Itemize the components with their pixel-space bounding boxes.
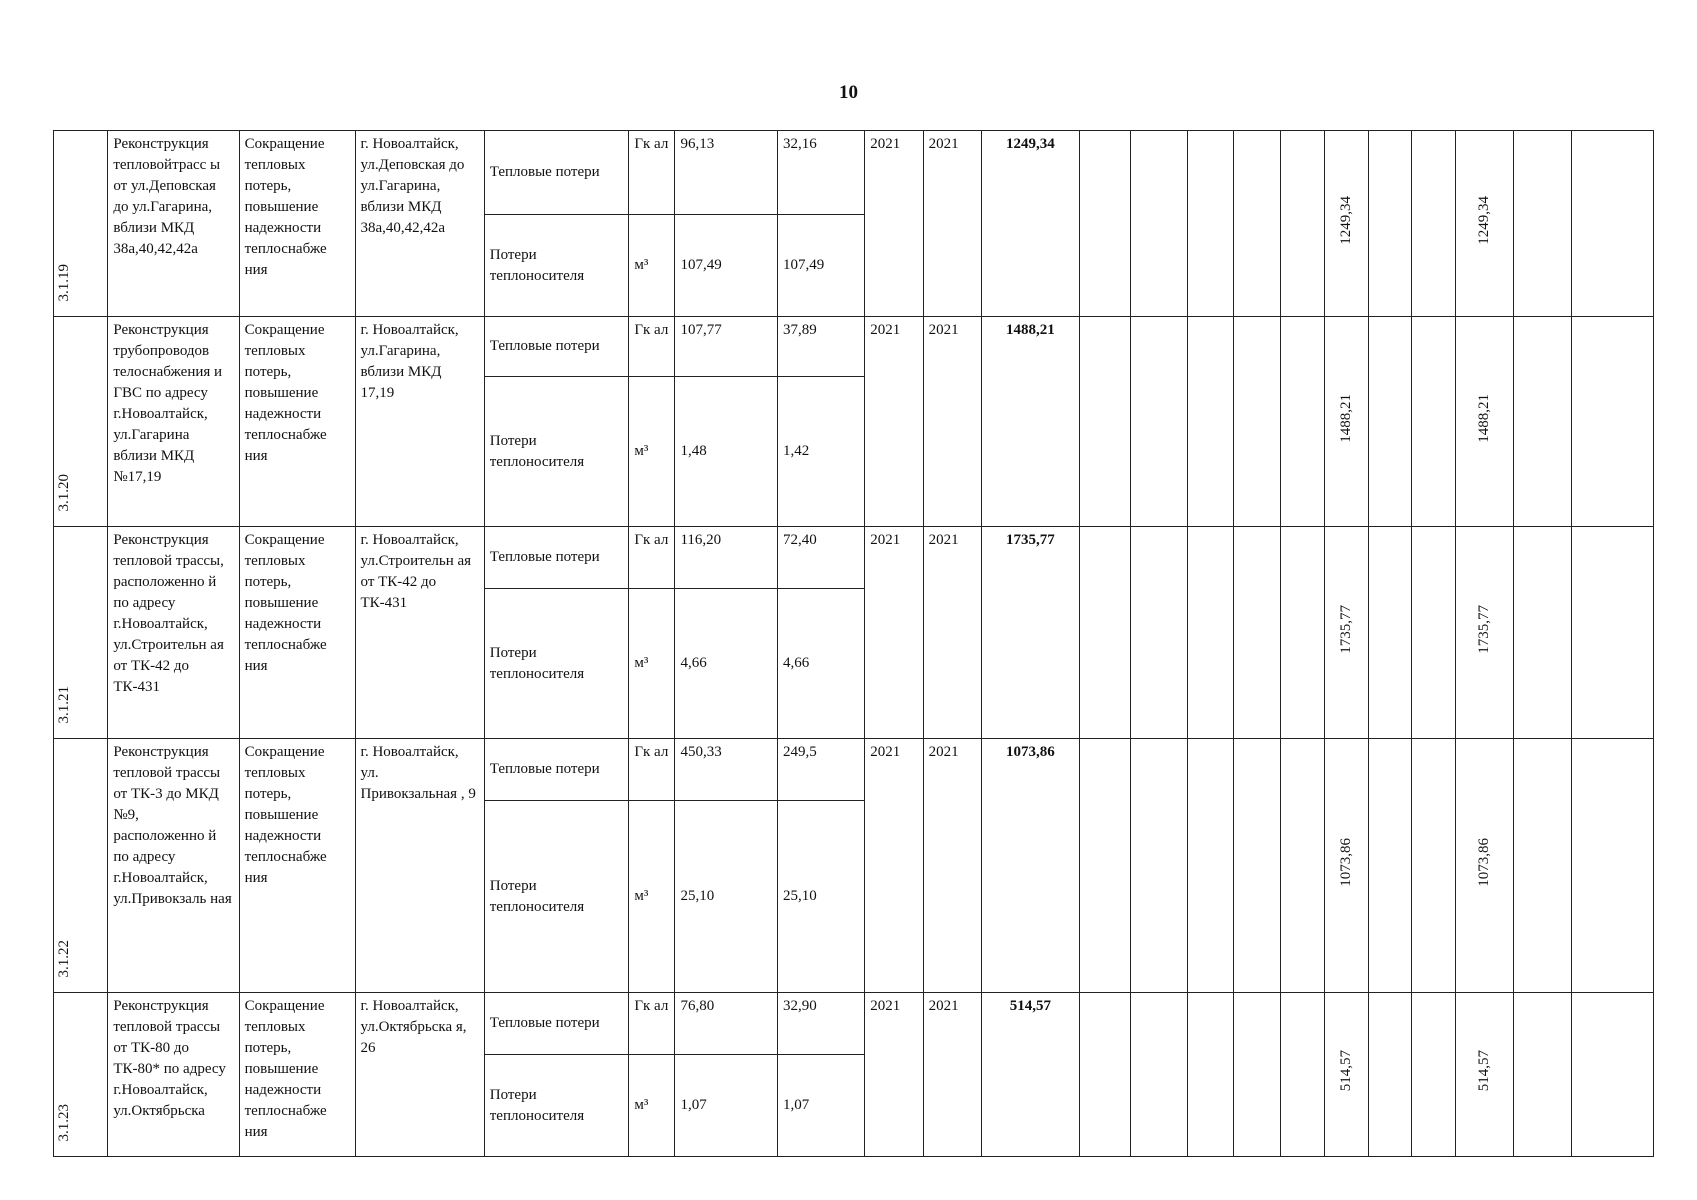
empty-cell [1234,527,1280,739]
project-address: г. Новоалтайск, ул. Привокзальная , 9 [355,739,484,993]
financing-value-1: 1073,86 [1337,837,1354,887]
value-before: 450,33 [675,739,778,801]
indicator-unit: Гк ал [629,739,675,801]
financing-value-2-cell [1455,993,1513,1157]
financing-value-2-cell [1455,317,1513,527]
item-number-cell [54,739,108,993]
financing-value-2: 1488,21 [1476,393,1493,443]
item-number: 3.1.22 [56,939,72,977]
empty-cell [1280,993,1324,1157]
end-year: 2021 [923,993,981,1157]
empty-cell [1280,527,1324,739]
empty-cell [1079,527,1130,739]
indicator-label: Тепловые потери [484,527,629,589]
value-after: 249,5 [778,739,865,801]
empty-cell [1411,527,1455,739]
indicator-label: Тепловые потери [484,739,629,801]
value-before: 107,77 [675,317,778,377]
financing-value-2-cell [1455,527,1513,739]
empty-cell [1514,739,1571,993]
table-row [54,317,1654,377]
empty-cell [1188,739,1234,993]
indicator-unit: м³ [629,377,675,527]
value-after: 107,49 [778,215,865,317]
value-after: 72,40 [778,527,865,589]
project-address: г. Новоалтайск, ул.Гагарина, вблизи МКД 17,19 [355,317,484,527]
financing-value-1-cell [1324,993,1368,1157]
indicator-unit: Гк ал [629,993,675,1055]
empty-cell [1130,739,1187,993]
item-number: 3.1.19 [56,263,72,301]
empty-cell [1188,993,1234,1157]
empty-cell [1130,131,1187,317]
value-before: 1,48 [675,377,778,527]
total-cost: 1488,21 [982,317,1079,527]
empty-cell [1188,131,1234,317]
indicator-unit: м³ [629,215,675,317]
item-number-cell [54,131,108,317]
project-name: Реконструкция тепловойтрасс ы от ул.Деповская до ул.Гагарина, вблизи МКД 38а,40,42,42а [108,131,239,317]
empty-cell [1280,739,1324,993]
financing-value-1: 1735,77 [1337,604,1354,654]
value-before: 107,49 [675,215,778,317]
empty-cell [1411,739,1455,993]
indicator-label: Тепловые потери [484,993,629,1055]
indicator-label: Потери теплоносителя [484,1055,629,1157]
empty-cell [1280,317,1324,527]
value-before: 1,07 [675,1055,778,1157]
item-number-cell [54,993,108,1157]
financing-value-1-cell [1324,131,1368,317]
financing-value-2: 1735,77 [1476,604,1493,654]
empty-cell [1514,527,1571,739]
empty-cell [1368,317,1411,527]
empty-cell [1368,131,1411,317]
indicator-label: Тепловые потери [484,131,629,215]
value-before: 4,66 [675,589,778,739]
indicator-unit: м³ [629,801,675,993]
project-name: Реконструкция тепловой трассы от ТК-3 до МКД №9, расположенно й по адресу г.Новоалтайск, ул.Привокзаль ная [108,739,239,993]
project-goal: Сокращение тепловых потерь, повышение надежности теплоснабже ния [239,131,355,317]
empty-cell [1079,317,1130,527]
financing-value-1-cell [1324,317,1368,527]
table-row [54,993,1654,1055]
indicator-label: Тепловые потери [484,317,629,377]
table-row [54,527,1654,589]
empty-cell [1234,739,1280,993]
investment-table [53,130,1654,1157]
financing-value-1-cell [1324,739,1368,993]
empty-cell [1130,317,1187,527]
indicator-unit: м³ [629,589,675,739]
financing-value-2: 514,57 [1476,1050,1493,1092]
value-before: 116,20 [675,527,778,589]
total-cost: 1249,34 [982,131,1079,317]
empty-cell [1411,131,1455,317]
item-number: 3.1.21 [56,685,72,723]
financing-value-2-cell [1455,131,1513,317]
empty-cell [1571,739,1653,993]
value-before: 96,13 [675,131,778,215]
value-after: 1,42 [778,377,865,527]
table-row [54,739,1654,801]
start-year: 2021 [865,317,923,527]
value-after: 32,90 [778,993,865,1055]
start-year: 2021 [865,993,923,1157]
project-name: Реконструкция трубопроводов телоснабжения и ГВС по адресу г.Новоалтайск, ул.Гагарина вблизи МКД №17,19 [108,317,239,527]
empty-cell [1514,317,1571,527]
project-name: Реконструкция тепловой трассы от ТК-80 до ТК-80* по адресу г.Новоалтайск, ул.Октябрьска [108,993,239,1157]
empty-cell [1368,527,1411,739]
project-goal: Сокращение тепловых потерь, повышение надежности теплоснабже ния [239,527,355,739]
project-address: г. Новоалтайск, ул.Строительн ая от ТК-42 до ТК-431 [355,527,484,739]
financing-value-1: 514,57 [1337,1050,1354,1092]
value-after: 4,66 [778,589,865,739]
value-before: 25,10 [675,801,778,993]
financing-value-2: 1073,86 [1476,837,1493,887]
table-row [54,131,1654,215]
value-after: 1,07 [778,1055,865,1157]
value-after: 32,16 [778,131,865,215]
empty-cell [1079,993,1130,1157]
empty-cell [1411,317,1455,527]
empty-cell [1280,131,1324,317]
end-year: 2021 [923,131,981,317]
empty-cell [1234,993,1280,1157]
empty-cell [1079,739,1130,993]
empty-cell [1411,993,1455,1157]
empty-cell [1368,993,1411,1157]
empty-cell [1571,527,1653,739]
indicator-unit: м³ [629,1055,675,1157]
total-cost: 1735,77 [982,527,1079,739]
empty-cell [1234,131,1280,317]
indicator-label: Потери теплоносителя [484,377,629,527]
end-year: 2021 [923,317,981,527]
empty-cell [1368,739,1411,993]
page-number: 10 [839,82,858,103]
indicator-label: Потери теплоносителя [484,589,629,739]
empty-cell [1571,131,1653,317]
financing-value-2-cell [1455,739,1513,993]
financing-value-1: 1249,34 [1337,195,1354,245]
start-year: 2021 [865,527,923,739]
start-year: 2021 [865,739,923,993]
project-goal: Сокращение тепловых потерь, повышение надежности теплоснабже ния [239,993,355,1157]
end-year: 2021 [923,527,981,739]
item-number: 3.1.20 [56,473,72,511]
indicator-unit: Гк ал [629,131,675,215]
start-year: 2021 [865,131,923,317]
empty-cell [1130,527,1187,739]
empty-cell [1571,993,1653,1157]
value-before: 76,80 [675,993,778,1055]
indicator-unit: Гк ал [629,317,675,377]
empty-cell [1130,993,1187,1157]
project-goal: Сокращение тепловых потерь, повышение надежности теплоснабже ния [239,739,355,993]
empty-cell [1234,317,1280,527]
total-cost: 1073,86 [982,739,1079,993]
project-goal: Сокращение тепловых потерь, повышение надежности теплоснабже ния [239,317,355,527]
indicator-label: Потери теплоносителя [484,801,629,993]
empty-cell [1079,131,1130,317]
financing-value-2: 1249,34 [1476,195,1493,245]
value-after: 25,10 [778,801,865,993]
empty-cell [1514,131,1571,317]
financing-value-1-cell [1324,527,1368,739]
project-address: г. Новоалтайск, ул.Деповская до ул.Гагарина, вблизи МКД 38а,40,42,42а [355,131,484,317]
empty-cell [1571,317,1653,527]
value-after: 37,89 [778,317,865,377]
total-cost: 514,57 [982,993,1079,1157]
item-number-cell [54,317,108,527]
empty-cell [1188,317,1234,527]
item-number: 3.1.23 [56,1103,72,1141]
item-number-cell [54,527,108,739]
empty-cell [1188,527,1234,739]
indicator-label: Потери теплоносителя [484,215,629,317]
empty-cell [1514,993,1571,1157]
project-name: Реконструкция тепловой трассы, расположенно й по адресу г.Новоалтайск, ул.Строительн ая от ТК-42 до ТК-431 [108,527,239,739]
indicator-unit: Гк ал [629,527,675,589]
financing-value-1: 1488,21 [1337,393,1354,443]
end-year: 2021 [923,739,981,993]
project-address: г. Новоалтайск, ул.Октябрьска я, 26 [355,993,484,1157]
